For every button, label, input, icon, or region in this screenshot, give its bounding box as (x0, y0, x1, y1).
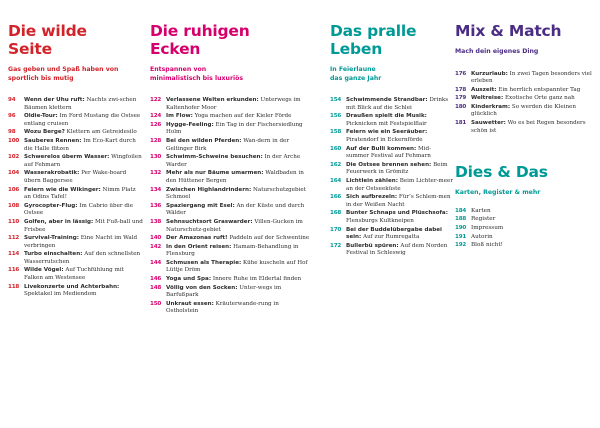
list-item[interactable] (330, 210, 454, 225)
page-number: 162 (330, 161, 342, 168)
entry-description: Paddeln auf der Schwentine (227, 235, 310, 242)
section-title: Das pralle Leben (330, 22, 417, 58)
entry-heading: Feiern wie ein Seeräuber: (346, 129, 428, 136)
list-item[interactable] (455, 95, 595, 103)
page-number: 188 (455, 216, 467, 223)
entry-heading: Golfen, aber in lässig: (24, 218, 94, 225)
entry-heading: Sauwetter: (471, 120, 506, 127)
page-number: 179 (455, 95, 467, 102)
page-number: 144 (150, 259, 162, 266)
page-number: 106 (8, 186, 20, 193)
entry-heading: Schwerelos überm Wasser: (24, 154, 110, 161)
entry-list (455, 208, 595, 250)
list-item[interactable] (8, 138, 144, 153)
list-item[interactable] (8, 154, 144, 169)
entry-description: Auf dem Norden Festival in Schleswig (346, 242, 448, 257)
list-item[interactable] (455, 225, 595, 233)
page-number: 142 (150, 243, 162, 250)
entry-heading: Der Amazonas ruft! (166, 235, 228, 242)
entry-description: Exotische Orte ganz nah (503, 95, 575, 102)
entry-description: Innere Ruhe im Eldertal finden (211, 276, 302, 283)
list-item[interactable] (150, 235, 310, 243)
page-number: 114 (8, 251, 20, 258)
entry-heading: Schwimm-Schweine besuchen: (166, 154, 263, 161)
entry-list (455, 71, 595, 136)
page-number: 180 (455, 103, 467, 110)
list-item[interactable] (455, 242, 595, 250)
list-item[interactable] (8, 203, 144, 218)
page-number: 118 (8, 283, 20, 290)
list-item[interactable] (8, 235, 144, 250)
page-number: 136 (150, 202, 162, 209)
entry-description: Wingfoilen auf Fehmarn (24, 154, 142, 168)
entry-heading: Oldie-Tour: (24, 113, 58, 120)
entry-description: Flensburgs Kultkneipen (346, 217, 414, 224)
entry-description: In zwei Tagen besonders viel erleben (471, 70, 592, 85)
entry-heading: Gyrocopter-Flug: (24, 202, 78, 209)
list-item[interactable] (150, 154, 310, 169)
list-item[interactable] (150, 97, 310, 112)
page-number: 128 (150, 137, 162, 144)
entry-description: Mid-summer Festival auf Fehmarn (346, 145, 431, 160)
entry-heading: Völlig von den Socken: (166, 284, 238, 291)
entry-heading: Bei der Buddelübergabe dabei sein: (346, 226, 442, 241)
entry-heading: Survival-Training: (24, 235, 79, 242)
list-item[interactable] (455, 216, 595, 224)
list-item[interactable] (8, 251, 144, 266)
page-number: 138 (150, 218, 162, 225)
page-number: 168 (330, 210, 342, 217)
page-number: 104 (8, 170, 20, 177)
list-item[interactable] (455, 208, 595, 216)
page-number: 192 (455, 242, 467, 249)
list-item[interactable] (330, 113, 454, 128)
entry-description: Auf zur Rumregatta (361, 234, 420, 241)
entry-description: Drinks mit Blick auf die Schlei (346, 97, 449, 111)
page-number: 146 (150, 276, 162, 283)
entry-description: Nachts zwi-schen Bäumen klettern (24, 97, 137, 111)
entry-heading: Turbo einschalten: (24, 251, 83, 258)
entry-description: Ein herrlich entspannter Tag (496, 86, 581, 93)
page-number: 130 (150, 154, 162, 161)
section-title: Dies & Das (455, 163, 548, 182)
entry-heading: Livekonzerte und Achterbahn: (24, 283, 120, 290)
page-number: 154 (330, 97, 342, 103)
entry-heading: Sauberes Rennen: (24, 137, 82, 144)
entry-heading: Unkraut essen: (166, 300, 214, 307)
list-item[interactable] (150, 301, 310, 316)
entry-heading: Wozu Berge? (24, 129, 65, 136)
list-item[interactable] (455, 104, 595, 119)
entry-heading: Schwimmende Strandbar: (346, 97, 428, 103)
page-number: 164 (330, 177, 342, 184)
section-title: Die ruhigen Ecken (150, 22, 250, 58)
entry-heading: Wilde Vögel: (24, 267, 64, 274)
entry-description: Autorin (471, 233, 493, 240)
list-item[interactable] (455, 87, 595, 95)
section-das-pralle-leben (330, 0, 454, 259)
list-item[interactable] (330, 178, 454, 193)
entry-heading: Die Ostsee brennen sehen: (346, 161, 432, 168)
list-item[interactable] (330, 146, 454, 161)
entry-description: Im Ford Mustang die Ostsee entlang cruisen (24, 113, 141, 127)
entry-description: Unter-wegs im Barfußpark (166, 284, 282, 299)
entry-description: Mit Fuß-ball und Frisbee (24, 218, 143, 233)
entry-heading: Sehnsuchtsort Graswarder: (166, 218, 253, 225)
page-number: 172 (330, 242, 342, 249)
page-number: 96 (8, 113, 16, 120)
entry-description: An der Küste und durch Wälder (166, 202, 305, 217)
entry-heading: Kinderkram: (471, 103, 511, 110)
entry-heading: Verlassene Welten erkunden: (166, 97, 259, 103)
list-item[interactable] (150, 285, 310, 300)
section-subtitle: Gas geben und Spaß haben von sportlich bis mutig (8, 66, 119, 82)
page-number: 110 (8, 218, 20, 225)
list-item[interactable] (8, 267, 144, 282)
page-number: 156 (330, 113, 342, 120)
page-number: 124 (150, 113, 162, 120)
entry-description: Hamam-Behandlung in Flensburg (166, 243, 299, 258)
entry-description: Im Cabrio über die Ostsee (24, 202, 134, 217)
entry-heading: Hygge-Feeling: (166, 121, 214, 128)
page-number: 158 (330, 129, 342, 136)
list-item[interactable] (8, 284, 144, 299)
list-item[interactable] (8, 219, 144, 234)
section-title: Mix & Match (455, 22, 562, 40)
list-item[interactable] (455, 234, 595, 242)
entry-heading: Wenn der Uhu ruft: (24, 97, 85, 103)
list-item[interactable] (150, 260, 310, 275)
entry-description: Villen-Gucken im Naturschutz-gebiet (166, 218, 303, 233)
entry-description: Wan-dern in der Geltinger Birk (166, 137, 290, 152)
page-number: 178 (455, 86, 467, 93)
list-item[interactable] (8, 187, 144, 202)
entry-description: Beim Lichter-meer an der Ostseeküste (346, 177, 453, 192)
entry-description: Per Wake-board übern Baggersee (24, 170, 127, 184)
page-number: 191 (455, 233, 467, 240)
entry-description: Spektakel im Mediendom (24, 291, 97, 298)
list-item[interactable] (150, 276, 310, 284)
list-item[interactable] (8, 129, 144, 137)
page-number: 108 (8, 202, 20, 209)
section-subtitle: Entspannen von minimalistisch bis luxuriös (150, 66, 244, 82)
entry-description: Waldbaden in den Hüttener Bergen (166, 170, 304, 184)
entry-heading: Bunter Schnaps und Plüschsofa: (346, 210, 448, 217)
page-number: 150 (150, 300, 162, 307)
page-number: 116 (8, 267, 20, 274)
entry-description: Für’s Schlem-men in der Weißen Nacht (346, 194, 451, 208)
entry-description: In der Arche Warder (166, 154, 301, 168)
list-item[interactable] (8, 97, 144, 112)
entry-heading: Weltreise: (471, 95, 504, 102)
entry-description: Unterwegs im Kaltenhofer Moor (166, 97, 301, 111)
list-item[interactable] (8, 170, 144, 185)
entry-description: Klettern am Getreidesilo (64, 129, 137, 136)
list-item[interactable] (8, 113, 144, 128)
entry-description: Register (471, 216, 496, 223)
entry-description: Yoga machen auf der Kieler Förde (192, 113, 292, 120)
list-item[interactable] (455, 71, 595, 86)
page-number: 102 (8, 154, 20, 161)
entry-heading: Auf der Bulli kommen: (346, 145, 417, 152)
entry-heading: Wasserakrobatik: (24, 170, 80, 177)
entry-description: Kräuterwande-rung in Ostholstein (166, 300, 279, 315)
list-item[interactable] (150, 138, 310, 153)
list-item[interactable] (330, 129, 454, 144)
page-number: 98 (8, 129, 16, 136)
page-number: 94 (8, 97, 16, 103)
entry-heading: Bullerbü spüren: (346, 242, 399, 249)
entry-list (150, 97, 310, 316)
page-number: 112 (8, 235, 20, 242)
page-number: 176 (455, 70, 467, 77)
section-subtitle: Karten, Register & mehr (455, 189, 541, 197)
entry-description: Picknicken mit Festspielflair (346, 120, 427, 127)
entry-description: Auf den schnellsten Wasserrutschen (24, 251, 141, 265)
entry-heading: Feiern wie die Wikinger: (24, 186, 101, 193)
entry-description: Eine Nacht im Wald verbringen (24, 235, 138, 249)
entry-description: Beim Feuerwerk in Grömitz (346, 161, 448, 176)
entry-heading: Spaziergang mit Esel: (166, 202, 235, 209)
section-die-ruhigen-ecken (150, 0, 310, 317)
entry-heading: Kurzurlaub: (471, 70, 508, 77)
entry-heading: Mehr als nur Bäume umarmen: (166, 170, 264, 177)
page-number: 184 (455, 207, 467, 214)
entry-description: Auf Tuchfühlung mit Falken am Westensee (24, 267, 124, 282)
list-item[interactable] (330, 227, 454, 242)
entry-list (330, 97, 454, 258)
entry-heading: Auszeit: (471, 86, 497, 93)
entry-heading: Im Flow: (166, 113, 193, 120)
entry-description: Wo es bei Regen besonders schön ist (471, 120, 586, 134)
list-item[interactable] (330, 243, 454, 258)
page-number: 100 (8, 137, 20, 144)
entry-heading: Bei den wilden Pferden: (166, 137, 242, 144)
entry-heading: In den Orient reisen: (166, 243, 232, 250)
entry-heading: Schmusen als Therapie: (166, 259, 242, 266)
page-number: 140 (150, 235, 162, 242)
list-item[interactable] (150, 170, 310, 185)
page-number: 148 (150, 284, 162, 291)
entry-description: Impressum (471, 224, 504, 231)
entry-heading: Yoga und Spa: (166, 276, 212, 283)
list-item[interactable] (150, 219, 310, 234)
entry-list (8, 97, 144, 299)
entry-description: Ein Tag in der Fischersiedlung Holm (166, 121, 303, 136)
page-number: 181 (455, 120, 467, 127)
page-number: 190 (455, 224, 467, 231)
section-mix-and-match (455, 0, 595, 251)
page-number: 122 (150, 97, 162, 103)
entry-heading: Zwischen Highlandrindern: (166, 186, 252, 193)
list-item[interactable] (330, 162, 454, 177)
entry-description: Karten (471, 207, 491, 214)
page-number: 126 (150, 121, 162, 128)
entry-description: Naturschutzgebiet Schmoel (166, 186, 306, 201)
entry-description: Piratendorf in Eckernförde (346, 136, 423, 143)
page-number: 160 (330, 145, 342, 152)
entry-description: Kühe kuscheln auf Hof Lüttje Dröm (166, 259, 308, 274)
section-dies-und-das (455, 163, 595, 249)
page-number: 134 (150, 186, 162, 193)
list-item[interactable] (330, 194, 454, 209)
entry-heading: Draußen spielt die Musik: (346, 113, 427, 120)
list-item[interactable] (150, 113, 310, 121)
page-number: 170 (330, 226, 342, 233)
page-number: 132 (150, 170, 162, 177)
list-item[interactable] (330, 97, 454, 112)
section-subtitle: Mach dein eigenes Ding (455, 48, 539, 55)
list-item[interactable] (150, 187, 310, 202)
entry-description: Im Eco-Kart durch die Halle flitzen (24, 137, 136, 152)
section-die-wilde-seite (8, 0, 144, 300)
entry-description: Nimm Platz an Odins Tafel! (24, 186, 136, 201)
entry-heading: Lichtlein zählen: (346, 177, 398, 184)
list-item[interactable] (150, 203, 310, 218)
section-subtitle: In Feierlaune das ganze Jahr (330, 66, 382, 82)
entry-description: Bloß nicht! (471, 242, 503, 249)
entry-heading: Sich aufbrezeln: (346, 194, 398, 201)
section-title: Die wilde Seite (8, 22, 87, 58)
page-number: 166 (330, 194, 342, 201)
entry-description: So werden die Kleinen glücklich (471, 103, 576, 118)
list-item[interactable] (150, 244, 310, 259)
list-item[interactable] (150, 122, 310, 137)
list-item[interactable] (455, 120, 595, 135)
